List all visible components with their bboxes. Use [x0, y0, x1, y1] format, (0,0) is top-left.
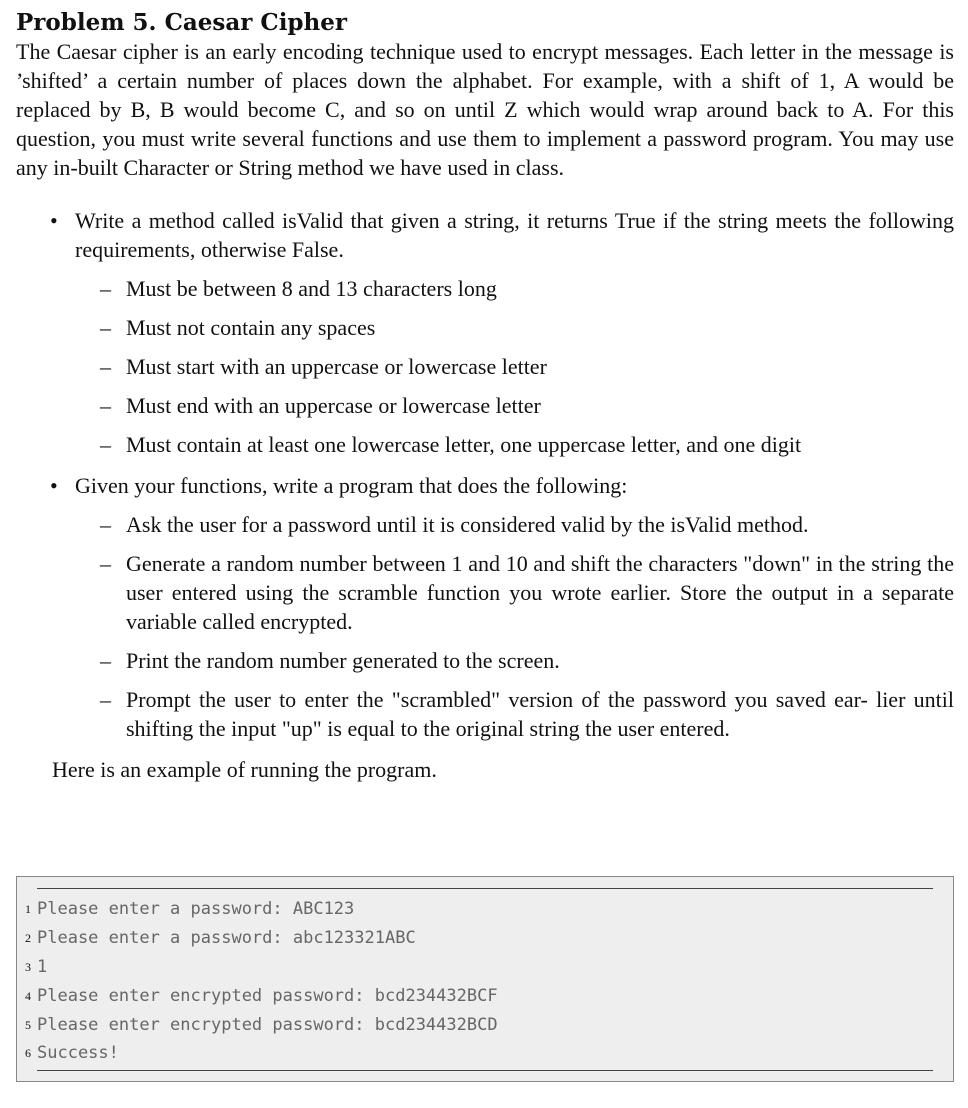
problem-section	[16, 8, 954, 784]
requirement-item: – Must not contain any spaces	[75, 313, 954, 342]
intro-paragraph: The Caesar cipher is an early encoding technique used to encrypt messages. Each letter in the message is ’shifted’ a certain number of places down the alphabet. For example, with a shift of 1, A would be replaced by B, B would become C, and so on until Z which would wrap around back to A. For this question, you must write several functions and use them to implement a password program. You may use any in-built Character or String method we have used in class.	[16, 39, 954, 180]
bullet-isvalid	[16, 206, 954, 459]
line-number: 2	[25, 931, 31, 945]
requirement-item: – Must end with an uppercase or lowercase letter	[75, 391, 954, 420]
line-number: 5	[25, 1018, 31, 1032]
program-steps	[75, 510, 954, 743]
code-top-rule	[37, 888, 933, 889]
program-step: – Print the random number generated to the screen.	[75, 646, 954, 675]
isvalid-requirements	[75, 274, 954, 459]
requirement-item: – Must start with an uppercase or lowercase letter	[75, 352, 954, 381]
program-step: – Generate a random number between 1 and 10 and shift the characters "down" in the string the user entered using the scramble function you wrote earlier. Store the output in a separate variable called encrypted.	[75, 549, 954, 636]
code-bottom-rule	[37, 1070, 933, 1071]
code-line: 1	[37, 957, 48, 977]
code-line: Please enter a password: ABC123	[37, 899, 355, 919]
code-line: Please enter encrypted password: bcd234432BCD	[37, 1015, 498, 1035]
code-line: Please enter a password: abc123321ABC	[37, 928, 416, 948]
code-line: Success!	[37, 1043, 119, 1063]
example-label: Here is an example of running the program.	[52, 757, 437, 782]
requirement-item: – Must contain at least one lowercase letter, one uppercase letter, and one digit	[75, 430, 954, 459]
program-step: – Prompt the user to enter the "scrambled" version of the password you saved ear- lier until shifting the input "up" is equal to the original string the user entered.	[75, 685, 954, 743]
line-number: 6	[25, 1046, 31, 1060]
requirements-list	[16, 206, 954, 743]
bullet-isvalid-text: Write a method called isValid that given a string, it returns True if the string meets the following requirements, otherwise False.	[75, 208, 954, 262]
line-number: 4	[25, 989, 31, 1003]
program-step: – Ask the user for a password until it is considered valid by the isValid method.	[75, 510, 954, 539]
line-number: 3	[25, 960, 31, 974]
code-line: Please enter encrypted password: bcd234432BCF	[37, 986, 498, 1006]
line-number: 1	[25, 902, 31, 916]
bullet-program	[16, 471, 954, 743]
code-listing	[16, 876, 954, 1082]
requirement-item: – Must be between 8 and 13 characters long	[75, 274, 954, 303]
bullet-program-text: Given your functions, write a program that does the following:	[75, 473, 628, 498]
problem-title: Problem 5. Caesar Cipher	[16, 9, 347, 36]
